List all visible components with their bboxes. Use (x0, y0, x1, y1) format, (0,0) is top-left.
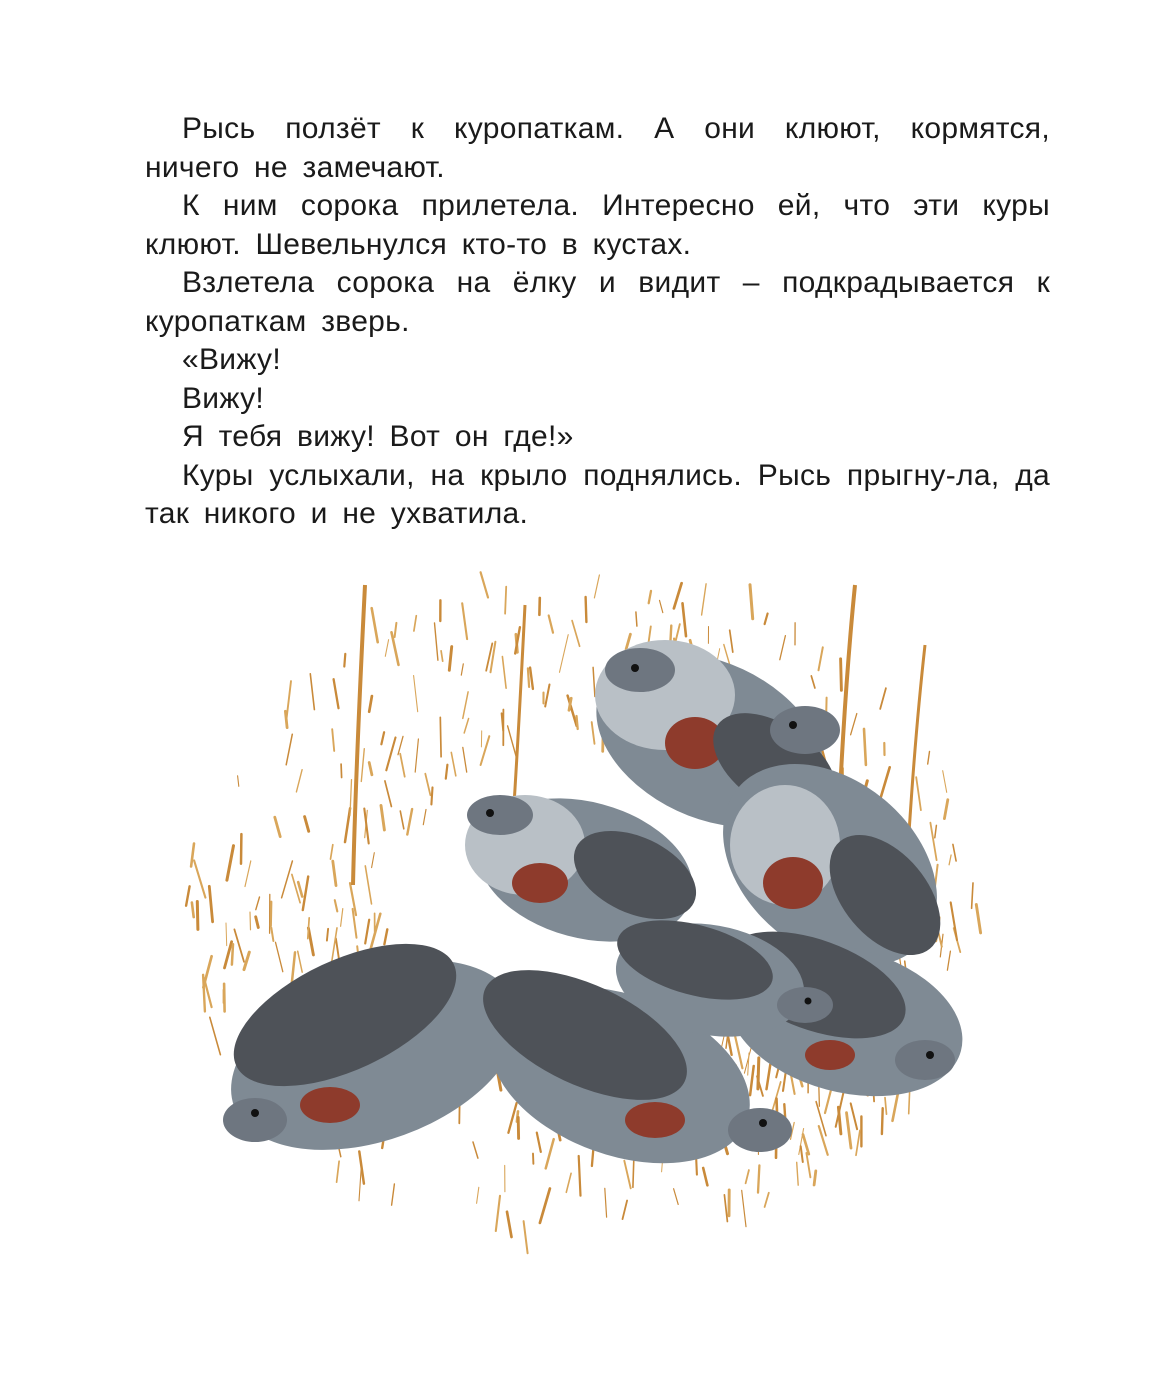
grass-stroke (392, 1184, 395, 1205)
grass-stroke (463, 692, 468, 719)
grass-stroke (746, 1170, 749, 1183)
grass-stroke (337, 1161, 340, 1182)
grass-stroke (197, 902, 198, 930)
grass-stroke (496, 1196, 500, 1231)
grass-stroke (365, 920, 369, 944)
grass-stroke (286, 734, 292, 765)
grass-stroke (461, 664, 463, 675)
grass-stroke (271, 902, 272, 926)
grass-stroke (335, 900, 338, 911)
grass-stroke (194, 860, 205, 897)
grass-stroke (841, 659, 842, 691)
paragraph-6: Я тебя вижу! Вот он где!» (182, 420, 574, 453)
story-text (145, 110, 1050, 534)
paragraph-4: «Вижу! (182, 343, 281, 376)
grass-stroke (224, 984, 225, 1012)
grass-stroke (386, 738, 395, 771)
grass-stroke (226, 923, 227, 946)
grass-stroke (976, 905, 980, 933)
grass-stroke (232, 944, 233, 964)
grass-stroke (414, 616, 416, 631)
grass-stroke (758, 1165, 759, 1192)
grass-stroke (276, 942, 283, 971)
grass-stroke (586, 597, 587, 622)
grass-stroke (780, 636, 786, 660)
grass-stroke (481, 572, 488, 597)
grass-stroke (440, 717, 441, 757)
grass-stroke (441, 651, 443, 661)
grass-stroke (814, 1171, 816, 1185)
grass-stroke (530, 668, 533, 689)
grass-stroke (192, 903, 194, 918)
grass-stroke (951, 902, 957, 940)
grass-stroke (916, 777, 921, 810)
grass-stroke (560, 635, 569, 673)
grass-stroke (365, 866, 371, 904)
grass-stroke (250, 912, 251, 930)
grass-stroke (271, 928, 273, 941)
grass-stroke (464, 719, 468, 734)
grass-stroke (238, 776, 239, 787)
grass-stroke (579, 1156, 581, 1196)
grass-stroke (649, 591, 651, 603)
grass-stroke (369, 696, 372, 712)
grass-stroke (381, 732, 384, 744)
grass-stroke (765, 614, 768, 625)
grass-stroke (210, 1017, 221, 1054)
grass-stroke (344, 654, 345, 667)
paragraph-7: Куры услыхали, на крыло поднялись. Рысь прыгну-ла, да так никого и не ухватила. (145, 458, 1050, 530)
grass-stroke (384, 929, 387, 944)
grass-stroke (605, 1188, 607, 1217)
grass-stroke (545, 685, 549, 707)
grass-stroke (750, 1066, 754, 1095)
grass-stroke (623, 1201, 628, 1220)
grass-stroke (286, 681, 291, 720)
grass-stroke (742, 1190, 746, 1226)
grass-stroke (341, 909, 343, 927)
grass-stroke (227, 846, 234, 881)
grass-stroke (431, 787, 432, 804)
grass-stroke (724, 1195, 727, 1222)
grass-stroke (305, 817, 309, 832)
grass-stroke (341, 764, 342, 777)
grass-stroke (282, 861, 293, 898)
grass-stroke (765, 1193, 769, 1207)
grass-stroke (864, 729, 866, 765)
grass-stroke (811, 676, 815, 688)
grass-stroke (735, 1037, 742, 1069)
grass-stroke (350, 780, 352, 816)
grass-stroke (298, 882, 302, 896)
grass-stroke (626, 634, 630, 649)
grass-stroke (256, 917, 259, 928)
grass-stroke (361, 749, 364, 782)
grass-stroke (636, 612, 637, 626)
paragraph-1: Рысь ползёт к куропаткам. А они клюют, кормятся, ничего не замечают. (145, 112, 1050, 184)
grass-stroke (624, 1161, 630, 1189)
paragraph-2: К ним сорока прилетела. Интересно ей, что эти куры клюют. Шевельнулся кто-то в кустах. (145, 189, 1050, 261)
grass-stroke (296, 770, 302, 792)
grass-stroke (935, 825, 937, 837)
grass-stroke (407, 809, 412, 834)
grass-stroke (451, 752, 456, 775)
grass-stroke (425, 774, 430, 796)
grass-stroke (803, 1135, 809, 1155)
grass-stroke (882, 1108, 883, 1134)
grass-stroke (949, 855, 951, 865)
grass-stroke (303, 877, 308, 911)
grass-stroke (234, 929, 244, 961)
grass-stroke (546, 1139, 554, 1168)
grass-stroke (508, 1103, 516, 1133)
grass-stroke (928, 752, 930, 765)
grass-stroke (244, 952, 249, 969)
grass-stroke (191, 844, 194, 867)
grass-stroke (308, 928, 313, 955)
grass-stroke (660, 600, 663, 612)
grass-stroke (524, 1221, 528, 1253)
grass-stroke (801, 1146, 803, 1162)
grass-stroke (703, 1168, 707, 1185)
grass-stroke (385, 640, 388, 657)
grass-stroke (285, 711, 287, 727)
grass-stroke (851, 1103, 857, 1129)
grass-stroke (683, 603, 687, 636)
grass-stroke (972, 883, 973, 908)
grass-stroke (592, 722, 595, 744)
paragraph-3: Взлетела сорока на ёлку и видит – подкрадывается к куропаткам зверь. (145, 266, 1050, 338)
grass-stroke (449, 647, 451, 671)
paragraph-5: Вижу! (182, 381, 265, 415)
grass-stroke (880, 688, 886, 709)
grass-stroke (880, 767, 889, 798)
grass-stroke (838, 1107, 841, 1134)
partridges-illustration (165, 565, 1005, 1270)
grass-stroke (275, 817, 280, 836)
grass-stroke (566, 1173, 571, 1192)
grass-stroke (331, 845, 333, 859)
grass-stroke (463, 747, 467, 772)
grass-stroke (310, 674, 314, 710)
grass-stroke (245, 861, 251, 887)
grass-stroke (806, 1153, 810, 1177)
grass-stroke (537, 1133, 541, 1152)
grass-stroke (540, 1189, 550, 1223)
grass-stroke (943, 771, 947, 793)
grass-stroke (577, 716, 578, 729)
grass-stroke (477, 1187, 479, 1203)
grass-stroke (332, 729, 334, 751)
grass-stroke (885, 1098, 887, 1115)
grass-stroke (415, 739, 418, 772)
grass-stroke (372, 853, 375, 868)
grass-stroke (398, 736, 403, 754)
grass-stroke (423, 810, 426, 825)
grass-stroke (369, 763, 372, 775)
grass-stroke (473, 1142, 478, 1158)
grass-stroke (400, 754, 405, 777)
grass-stroke (256, 897, 260, 910)
grass-stroke (730, 630, 733, 652)
grass-stroke (462, 603, 467, 639)
grass-stroke (435, 623, 438, 660)
grass-stroke (593, 667, 595, 696)
grass-stroke (528, 668, 529, 687)
grass-stroke (225, 942, 232, 968)
grass-stroke (819, 1126, 828, 1155)
grass-stroke (947, 951, 950, 970)
grass-stroke (395, 623, 397, 637)
grass-stroke (851, 714, 857, 735)
grass-stroke (847, 1113, 852, 1148)
grass-stroke (944, 800, 947, 819)
grass-stroke (594, 575, 599, 598)
grass-stroke (505, 587, 506, 614)
grass-stroke (549, 616, 553, 633)
grass-stroke (298, 951, 303, 972)
grass-stroke (400, 811, 404, 829)
grass-stroke (345, 808, 350, 842)
grass-stroke (333, 861, 336, 885)
grass-stroke (750, 585, 753, 619)
grass-stroke (381, 805, 384, 830)
grass-stroke (674, 1189, 679, 1205)
grass-stroke (797, 1162, 799, 1185)
grass-stroke (209, 886, 212, 922)
grass-stroke (385, 781, 392, 807)
grass-stroke (507, 1212, 512, 1237)
grass-stroke (748, 1053, 749, 1075)
grass-stroke (327, 929, 328, 941)
grass-stroke (414, 676, 418, 712)
grass-stroke (334, 679, 339, 708)
grass-stroke (572, 621, 580, 647)
grass-stroke (856, 1131, 860, 1156)
grass-stroke (953, 844, 956, 861)
grass-stroke (819, 647, 823, 670)
grass-stroke (674, 583, 682, 608)
grass-stroke (702, 584, 707, 615)
grass-stroke (186, 886, 190, 905)
grass-stroke (767, 1064, 771, 1089)
grass-stroke (649, 626, 651, 642)
grass-stroke (502, 657, 506, 689)
grass-stroke (372, 608, 378, 642)
grass-stroke (446, 765, 448, 779)
